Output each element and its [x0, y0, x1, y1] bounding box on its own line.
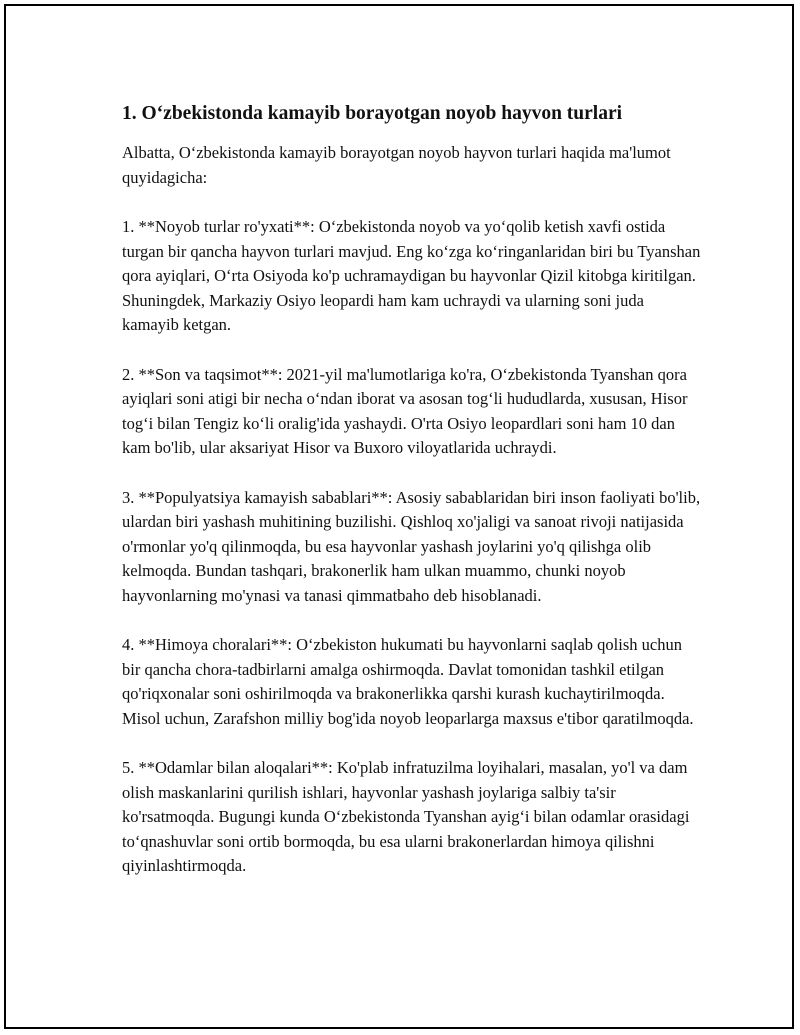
- section-paragraph-5: 5. **Odamlar bilan aloqalari**: Ko'plab infratuzilma loyihalari, masalan, yo'l va dam olish maskanlarini qurilish ishlari, hayvonlar yashash joylariga salbiy ta'sir ko'rsatmoqda. Bugungi kunda O‘zbekistonda Tyanshan ayig‘i bilan odamlar orasidagi to‘qnashuvlar soni ortib bormoqda, bu esa ularni brakonerlardan himoya qilishni qiyinlashtirmoqda.: [122, 758, 690, 875]
- intro-paragraph: Albatta, O‘zbekistonda kamayib borayotgan noyob hayvon turlari haqida ma'lumot quyidagicha:: [122, 143, 671, 187]
- section-paragraph-4: 4. **Himoya choralari**: O‘zbekiston hukumati bu hayvonlarni saqlab qolish uchun bir qancha chora-tadbirlarni amalga oshirmoqda. Davlat tomonidan tashkil etilgan qo'riqxonalar soni oshirilmoqda va brakonerlikka qarshi kurash kuchaytirilmoqda. Misol uchun, Zarafshon milliy bog'ida noyob leoparlarga maxsus e'tibor qaratilmoqda.: [122, 635, 694, 728]
- document-body: [122, 101, 702, 904]
- section-paragraph-1: 1. **Noyob turlar ro'yxati**: O‘zbekistonda noyob va yo‘qolib ketish xavfi ostida turgan bir qancha hayvon turlari mavjud. Eng ko‘zga ko‘ringanlaridan biri bu Tyanshan qora ayiqlari, O‘rta Osiyoda ko'p uchramaydigan bu hayvonlar Qizil kitobga kiritilgan. Shuningdek, Markaziy Osiyo leopardi ham kam uchraydi va ularning soni juda kamayib ketgan.: [122, 217, 701, 334]
- document-title: 1. O‘zbekistonda kamayib borayotgan noyob hayvon turlari: [122, 103, 623, 124]
- section-paragraph-2: 2. **Son va taqsimot**: 2021-yil ma'lumotlariga ko'ra, O‘zbekistonda Tyanshan qora ayiqlari soni atigi bir necha o‘ndan iborat va asosan tog‘li hududlarda, xususan, Hisor tog‘i bilan Tengiz ko‘li oralig'ida yashaydi. O'rta Osiyo leopardlari soni ham 10 dan kam bo'lib, ular aksariyat Hisor va Buxoro viloyatlarida uchraydi.: [122, 364, 688, 457]
- section-paragraph-3: 3. **Populyatsiya kamayish sabablari**: Asosiy sabablaridan biri inson faoliyati bo'lib, ulardan biri yashash muhitining buzilishi. Qishloq xo'jaligi va sanoat rivoji natijasida o'rmonlar yo'q qilinmoqda, bu esa hayvonlar yashash joylarini yo'q qilishga olib kelmoqda. Bundan tashqari, brakonerlik ham ulkan muammo, chunki noyob hayvonlarning mo'ynasi va tanasi qimmatbaho deb hisoblanadi.: [122, 487, 701, 605]
- page-frame: [4, 4, 794, 1029]
